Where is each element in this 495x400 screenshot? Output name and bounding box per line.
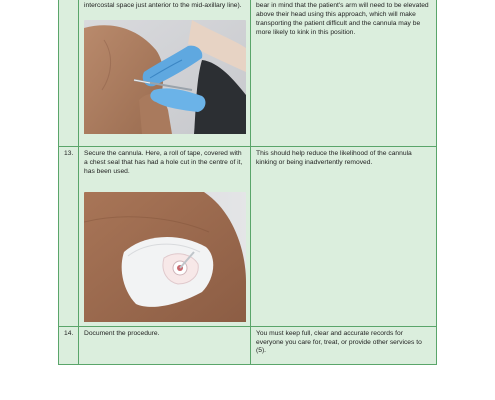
action-text: Secure the cannula. Here, a roll of tape, covered with a chest seal that has had a hole cut in the centre of it, has been used.	[84, 150, 243, 175]
needle-insertion-photo	[84, 20, 246, 138]
step-number: 14.	[59, 326, 79, 364]
action-cell	[79, 326, 251, 364]
secured-cannula-image	[84, 192, 246, 322]
step-number	[59, 0, 79, 147]
rationale-cell	[251, 147, 437, 327]
table-row	[59, 147, 437, 327]
secured-cannula-photo	[84, 192, 246, 326]
rationale-text: bear in mind that the patient's arm will need to be elevated above their head using this approach, which will make transporting the patient difficult and the cannula may be more likely to kink in this position.	[256, 2, 429, 36]
table-row	[59, 0, 437, 147]
rationale-text: This should help reduce the likelihood of the cannula kinking or being inadvertently removed.	[256, 150, 412, 166]
rationale-text: You must keep full, clear and accurate records for everyone you care for, treat, or provide other services to (5).	[256, 329, 422, 355]
rationale-cell	[251, 0, 437, 147]
action-text: Document the procedure.	[84, 329, 160, 337]
action-cell	[79, 147, 251, 327]
table-row	[59, 326, 437, 364]
procedure-table	[58, 0, 437, 365]
action-cell	[79, 0, 251, 147]
step-number: 13.	[59, 147, 79, 327]
rationale-cell	[251, 326, 437, 364]
needle-insertion-image	[84, 20, 246, 134]
action-text: intercostal space just anterior to the mid-axillary line).	[84, 2, 242, 9]
